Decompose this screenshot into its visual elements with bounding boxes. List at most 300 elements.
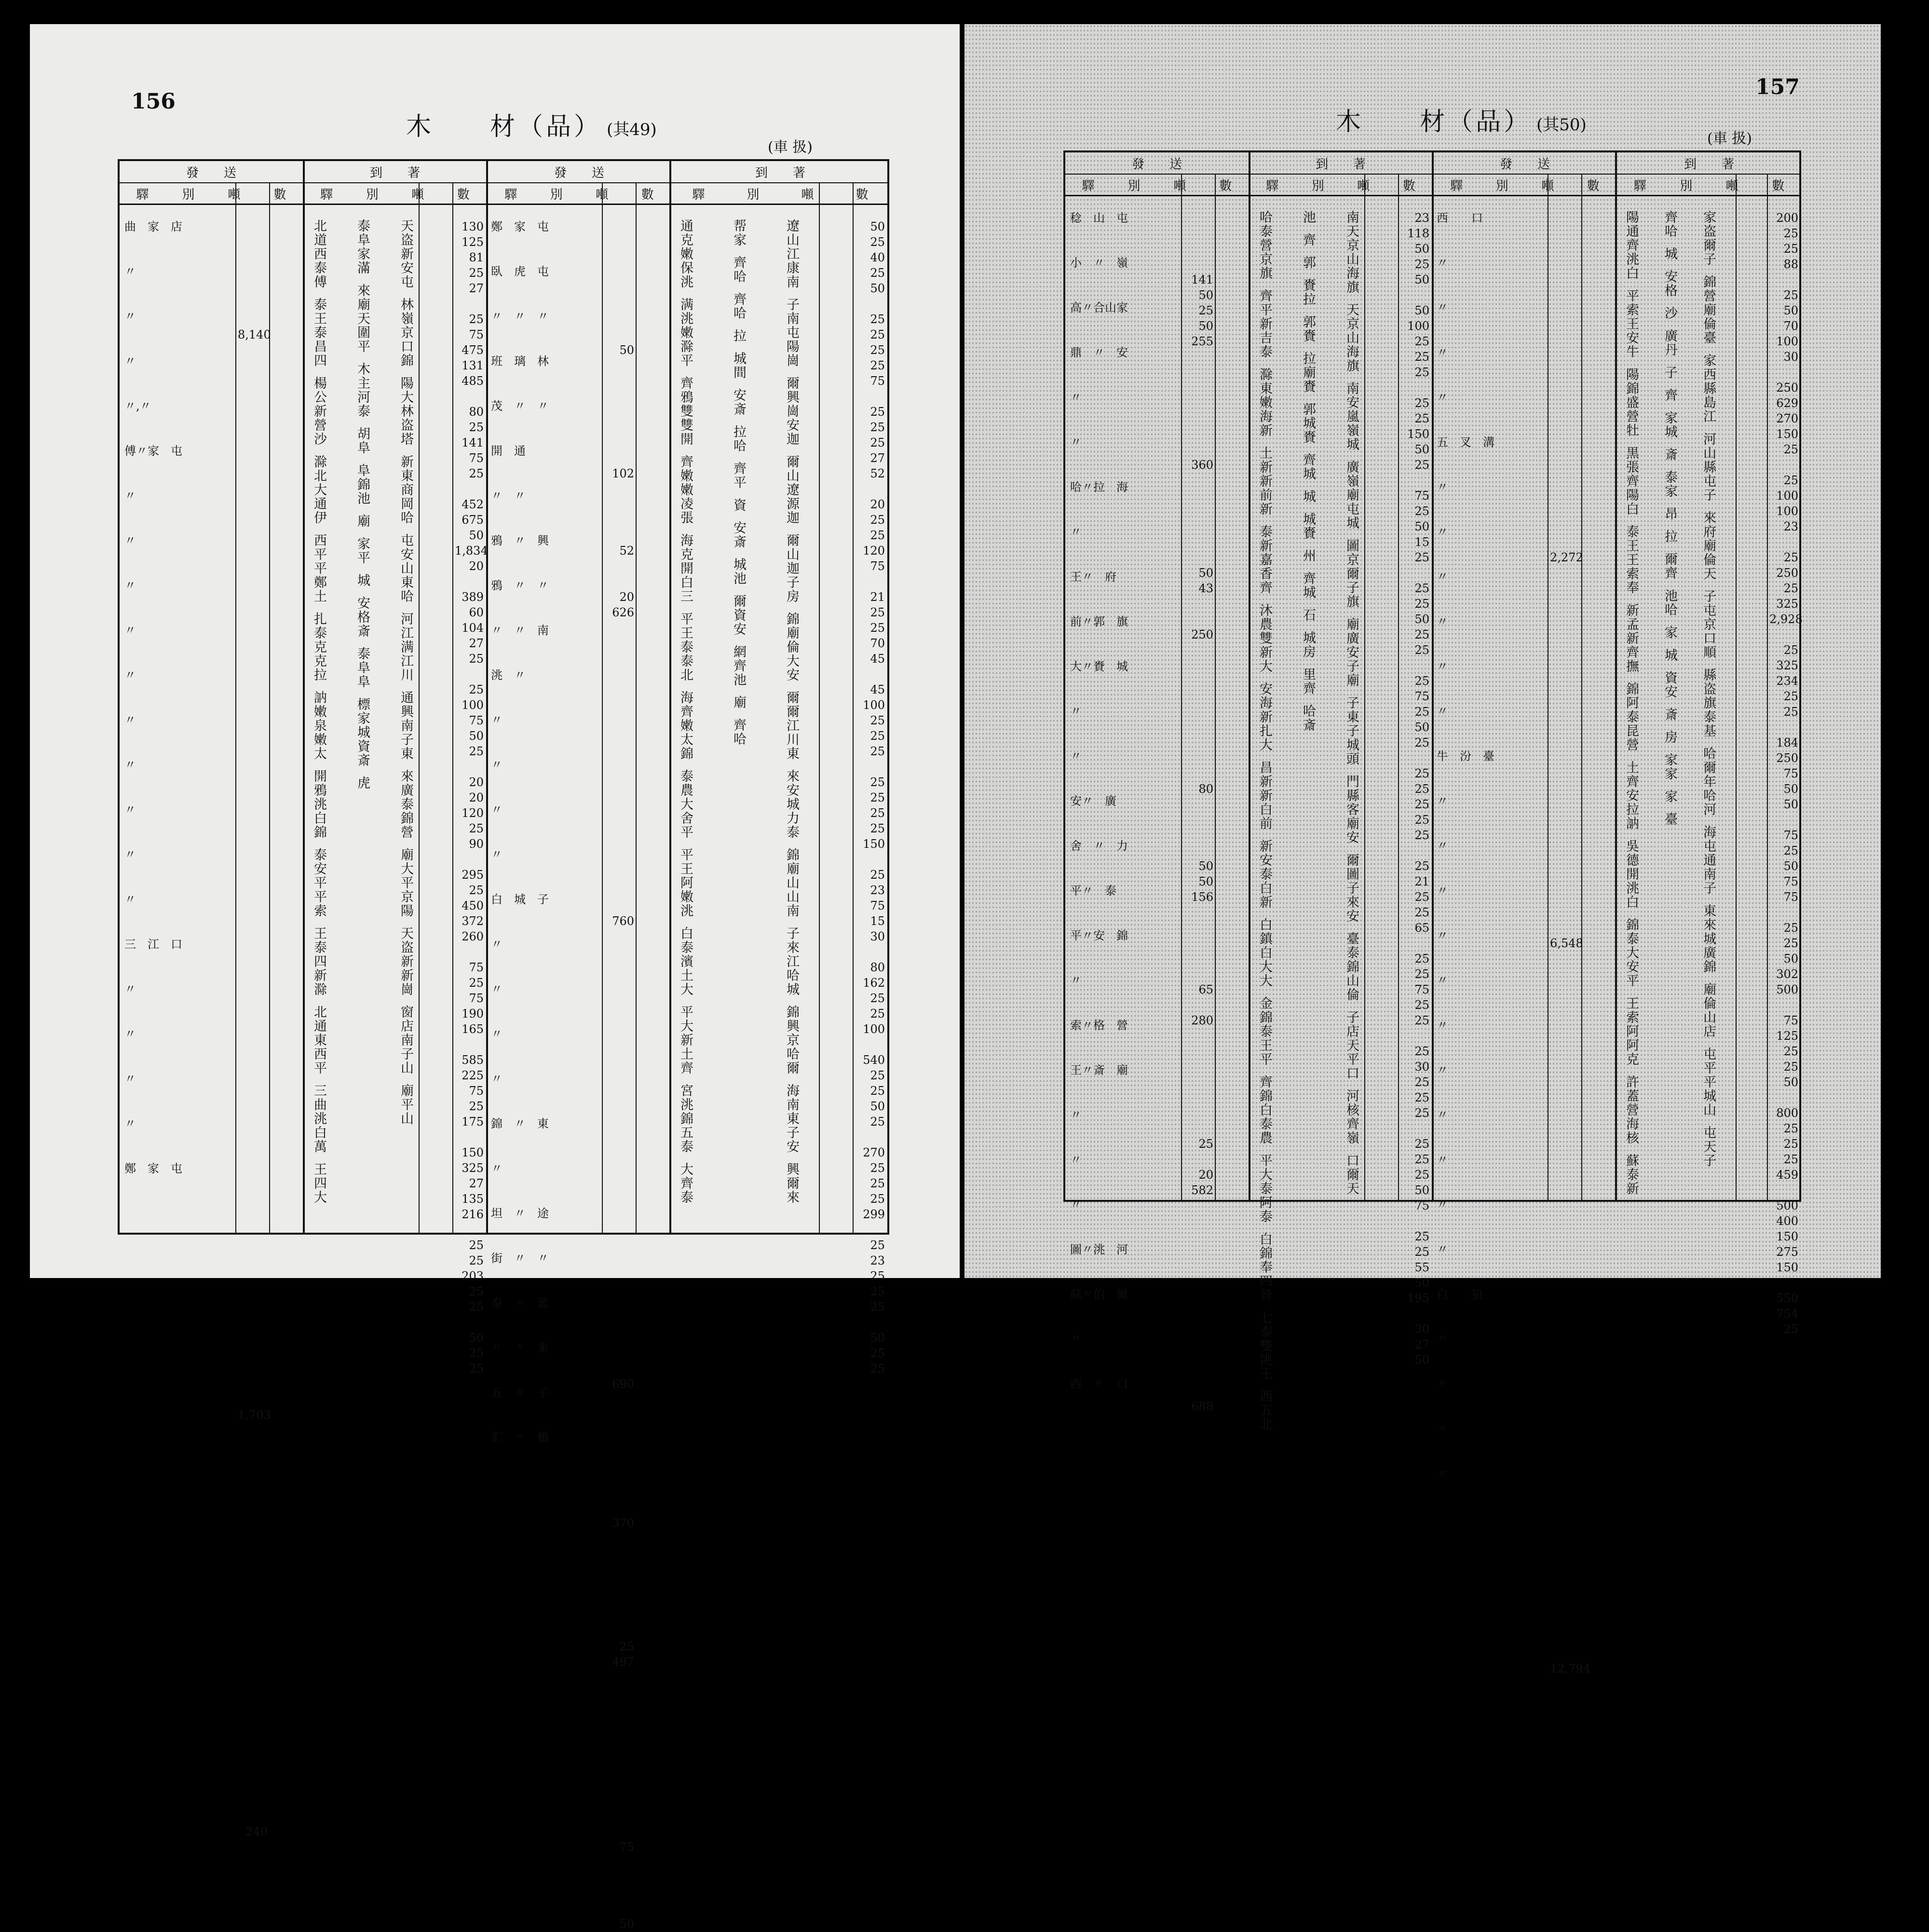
header-arrive: 到 著 — [1315, 157, 1366, 172]
origin-station: 〃 — [1437, 1108, 1448, 1122]
destination-entry: 錦阿泰昆營 — [1624, 682, 1639, 752]
origin-station: 〃 — [1437, 480, 1448, 494]
destination-column-a — [1624, 210, 1639, 1196]
destination-entry: 海屯通南子 — [1701, 825, 1716, 895]
header-send: 發 送 — [1131, 157, 1182, 172]
destination-entry: 齊鴉雙雙開 — [678, 376, 693, 446]
destination-entry: 泰阜家滿 — [355, 219, 370, 275]
origin-station: 〃 — [1437, 301, 1448, 314]
origin-station: 錦 〃 東 — [491, 1117, 549, 1130]
origin-station: 〃 〃 〃 — [491, 310, 549, 323]
destination-entry: 哈泰營京旗 — [1257, 210, 1272, 280]
destination-entry: 西五北 — [1257, 1389, 1272, 1431]
origin-station: 〃 — [1070, 1198, 1082, 1211]
destination-entry: 齊哈 — [1662, 210, 1677, 238]
destination-entry: 蘇泰新 — [1624, 1154, 1639, 1196]
destination-entry: 陽大林盗塔 — [398, 376, 413, 446]
destination-entry: 拉 — [731, 329, 746, 343]
origin-station: 泰 〃 蓝 — [491, 1296, 549, 1310]
header-tons: 噸 — [1725, 178, 1739, 193]
origin-station: 〃 — [1070, 1333, 1082, 1346]
subheader-group — [1250, 175, 1432, 195]
destination-entry: 城 — [1662, 247, 1677, 261]
column-rule — [1736, 175, 1737, 1200]
origin-station: 〃 — [124, 668, 136, 682]
origin-station-list — [124, 219, 233, 1206]
header-tons: 噸 — [228, 187, 241, 202]
origin-station: 汇 〃 橋 — [491, 1431, 549, 1444]
origin-station: 〃 — [1070, 974, 1082, 987]
destination-entry: 胡阜 — [355, 427, 370, 455]
destination-entry: 齊錦白泰農 — [1257, 1075, 1272, 1145]
origin-station: 〃 — [124, 354, 136, 368]
origin-station: 〃 — [1070, 435, 1082, 449]
destination-entry: 白鎮白大大 — [1257, 918, 1272, 988]
destination-entry: 大齊泰 — [678, 1162, 693, 1204]
header-type: 別 — [1495, 178, 1508, 193]
column-rule — [1398, 175, 1399, 1200]
destination-entry: 齊哈 — [731, 718, 746, 746]
destination-entry: 斎 — [1662, 707, 1677, 721]
destination-entry: 城房 — [1301, 631, 1316, 659]
origin-station: 〃 — [1437, 1467, 1448, 1481]
destination-entry: 齊城 — [1301, 571, 1316, 599]
destination-entry: 網齊池 — [731, 645, 746, 687]
origin-station: 鄭 家 屯 — [124, 1162, 182, 1175]
origin-station: 〃 — [491, 848, 503, 861]
origin-station: 索〃格 營 — [1070, 1019, 1128, 1032]
origin-station: 〃 — [1437, 256, 1448, 270]
title-text: 木 材（品） — [1336, 108, 1532, 136]
destination-entry: 錦廟倫大安 — [784, 612, 799, 682]
destination-entry: 郭 — [1301, 256, 1316, 270]
destination-column-c — [1344, 210, 1359, 1196]
destination-entry: 廣嶺廟屯城 — [1344, 460, 1359, 530]
origin-station: 安〃 廣 — [1070, 794, 1116, 808]
destination-entry: 哈爾年哈河 — [1701, 747, 1716, 816]
column-rule — [853, 183, 854, 1233]
column-rule — [1581, 175, 1582, 1200]
origin-station: 西 口 — [1437, 211, 1483, 225]
destination-entry: 東來城廣錦 — [1701, 904, 1716, 974]
destination-entry: 家平 — [355, 537, 370, 565]
header-arrive: 到 著 — [1684, 157, 1734, 172]
destination-entry: 楊公新營沙 — [312, 376, 326, 446]
destination-entry: 扎泰克克拉 — [312, 612, 326, 682]
destination-entry: 齊平 — [731, 462, 746, 490]
destination-entry: 屯安山東哈 — [398, 533, 413, 603]
origin-station: 白 城 子 — [491, 893, 549, 906]
destination-entry: 子南屯陽崗 — [784, 298, 799, 367]
destination-entry: 來廣泰錦營 — [398, 769, 413, 839]
destination-entry: 安斎 — [731, 521, 746, 549]
origin-station: 〃 — [1437, 391, 1448, 404]
destination-column-c — [785, 219, 798, 1212]
destination-entry: 城間 — [731, 352, 746, 380]
subheader-group — [671, 183, 889, 204]
destination-entry: 海克開白三 — [678, 533, 693, 603]
origin-station: 〃 — [124, 803, 136, 816]
destination-entry: 許蓋營海核 — [1624, 1075, 1639, 1145]
destination-entry: 資 — [731, 498, 746, 512]
freight-table — [118, 159, 889, 1931]
destination-entry: 房 — [1662, 730, 1677, 744]
origin-station: 〃 — [491, 713, 503, 727]
destination-entry: 齊平新吉泰 — [1257, 289, 1272, 359]
destination-entry: 爾齊 — [1662, 552, 1677, 580]
origin-station: 〃 〃 南 — [491, 624, 549, 637]
header-tons: 噸 — [1357, 178, 1370, 193]
destination-entry: 郭城賚 — [1301, 402, 1316, 444]
destination-entry: 圖京爾子旗 — [1344, 539, 1359, 609]
destination-entry: 城池 — [731, 558, 746, 585]
origin-station: 〃 — [1437, 660, 1448, 673]
table-subheader-row — [120, 183, 887, 205]
destination-entry: 錦廟山山南 — [784, 848, 799, 918]
column-rule — [1615, 152, 1617, 1200]
destination-entry: 河核齊嶺 — [1344, 1089, 1359, 1145]
destination-column-a — [312, 219, 326, 1212]
destination-tons-column: 200 25 25 88 25 50 70 100 30 250 629 270 150 25 25 100 100 23 25 250 25 325 2,928 25 325 234 25 25 184 250 75 50 50 75 25 50 75 75 25 25 50 302 500 75 125 25 25 50 800 25 25 25 459 500 400 150 275 150 550 754 25 — [1769, 211, 1803, 1336]
page-number: 157 — [1755, 75, 1800, 99]
origin-station: 〃 — [124, 713, 136, 727]
column-rule — [486, 161, 488, 1233]
destination-entry: 沐農雙新大 — [1257, 603, 1272, 673]
destination-entry: 安斎 — [731, 388, 746, 416]
origin-station: 平〃 泰 — [1070, 884, 1116, 898]
origin-station-list — [491, 219, 599, 1475]
destination-entry: 陽錦盛營牡 — [1624, 367, 1639, 437]
origin-station: 臥 虎 屯 — [491, 265, 549, 278]
destination-entry: 家家 — [1662, 753, 1677, 781]
destination-entry: 泰阜阜 — [355, 647, 370, 689]
destination-entry: 爾圖子來安 — [1344, 853, 1359, 923]
destination-entry: 虎 — [355, 776, 370, 790]
destination-entry: 昌新新白前 — [1257, 761, 1272, 830]
destination-entry: 白錦奉四營 — [1257, 1232, 1272, 1302]
column-rule — [1215, 175, 1216, 1200]
header-tons: 噸 — [801, 187, 814, 202]
destination-entry: 來廟天圍平 — [355, 284, 370, 354]
origin-station: 〃 — [1437, 884, 1448, 898]
destination-entry: 天盗新新崗 — [398, 926, 413, 996]
destination-entry: 王泰四新滁 — [312, 926, 326, 996]
origin-station: 〃 — [1070, 705, 1082, 718]
origin-station: 〃 — [124, 1117, 136, 1130]
origin-station: 〃 — [1070, 391, 1082, 404]
destination-entry: 天盗新安屯 — [398, 219, 413, 289]
title-text: 木 材（品） — [406, 112, 602, 141]
column-rule — [1767, 175, 1768, 1200]
origin-station: 〃 — [1070, 525, 1082, 539]
destination-entry: 口爾天 — [1344, 1154, 1359, 1196]
header-type: 別 — [1311, 178, 1324, 193]
origin-station: 牛 汾 臺 — [1437, 749, 1494, 763]
origin-station: 〃 — [1437, 1422, 1448, 1436]
destination-entry: 廟倫山店 — [1701, 982, 1716, 1038]
origin-tons-column: 8,140 1,703 240 — [238, 328, 271, 1838]
origin-station: 蘇〃伯 爾 — [1070, 1288, 1128, 1301]
origin-station-list — [1437, 210, 1545, 1511]
origin-station: 班 璃 林 — [491, 354, 549, 368]
destination-entry: 齊 — [1301, 233, 1316, 247]
destination-entry: 城賚 — [1301, 512, 1316, 540]
destination-entry: 子 — [1662, 366, 1677, 380]
destination-entry: 臺泰錦山倫 — [1344, 932, 1359, 1002]
destination-entry: 木主河泰 — [355, 362, 370, 418]
header-type: 別 — [366, 187, 379, 202]
destination-entry: 家 — [1662, 626, 1677, 639]
origin-station: 〃 — [124, 1027, 136, 1041]
destination-entry: 西平平鄭土 — [312, 533, 326, 603]
destination-entry: 平索王安牛 — [1624, 289, 1639, 359]
origin-station-list — [1070, 210, 1179, 1421]
title-part-number: (其49) — [607, 120, 657, 139]
destination-entry: 河山縣屯子 — [1701, 432, 1716, 502]
destination-entry: 郭賚 — [1301, 315, 1316, 343]
header-type: 別 — [182, 187, 195, 202]
header-tons: 噸 — [1541, 178, 1554, 193]
destination-column-c — [1702, 210, 1715, 1180]
destination-entry: 來府廟倫天 — [1701, 511, 1716, 581]
header-station: 驛 — [1633, 178, 1646, 193]
header-count: 數 — [1587, 178, 1600, 193]
origin-station: 大〃賚 城 — [1070, 660, 1128, 673]
destination-entry: 開鴉洮白錦 — [312, 769, 326, 839]
header-station: 驛 — [136, 187, 149, 202]
origin-station: 街 〃 〃 — [491, 1252, 549, 1265]
origin-station: 〃 — [1070, 1108, 1082, 1122]
origin-station: 〃 — [1437, 1153, 1448, 1167]
origin-station: 〃 — [124, 265, 136, 278]
column-rule — [819, 183, 820, 1233]
destination-entry: 林嶺京口錦 — [398, 298, 413, 367]
column-rule — [235, 183, 236, 1233]
destination-entry: 新安泰白新 — [1257, 839, 1272, 909]
origin-station: 〃 — [1437, 1243, 1448, 1256]
destination-entry: 沙 — [1662, 306, 1677, 320]
destination-entry: 城 — [1662, 648, 1677, 662]
destination-entry: 屯平平城山 — [1701, 1047, 1716, 1117]
origin-tons-column: 50 102 52 20 626 760 690 370 25 497 75 50 — [612, 343, 634, 1931]
origin-station: 〃 — [1437, 615, 1448, 628]
origin-station: 稔 山 屯 — [1070, 211, 1128, 225]
header-count: 數 — [856, 187, 869, 202]
destination-column-b — [732, 219, 745, 1212]
destination-entry: 臺 — [1662, 812, 1677, 826]
destination-entry: 平大新土齊 — [678, 1005, 693, 1075]
origin-station: 〃 — [124, 579, 136, 592]
destination-entry: 門縣客廟安 — [1344, 775, 1359, 844]
origin-station: 〃 — [491, 1072, 503, 1086]
left-page — [30, 24, 960, 1931]
origin-station: 〃 〃 來 — [491, 1341, 549, 1355]
destination-column-b — [1302, 210, 1315, 1180]
destination-entry: 滁東嫩海新 — [1257, 367, 1272, 437]
origin-station: 前〃郭 旗 — [1070, 615, 1128, 628]
destination-entry: 窗店南子山 — [398, 1005, 413, 1075]
origin-station: 〃 — [491, 758, 503, 772]
destination-entry: 子來江哈城 — [784, 926, 799, 996]
destination-entry: 王索阿阿克 — [1624, 996, 1639, 1066]
destination-entry: 池 — [1301, 210, 1316, 224]
title-part-number: (其50) — [1536, 115, 1587, 135]
header-arrive: 到 著 — [369, 165, 420, 180]
origin-station: 〃 — [1437, 525, 1448, 539]
destination-entry: 安格 — [1662, 270, 1677, 298]
origin-station: 〃 — [491, 1162, 503, 1175]
destination-entry: 縣盗旗泰基 — [1701, 668, 1716, 738]
origin-station: 西 〃 口 — [1070, 1377, 1128, 1391]
column-rule — [636, 183, 637, 1233]
destination-entry: 昂 — [1662, 507, 1677, 521]
subheader-group — [1434, 175, 1616, 195]
origin-station: 三 江 口 — [124, 938, 182, 951]
column-rule — [419, 183, 420, 1233]
header-station: 驛 — [504, 187, 517, 202]
destination-entry: 平王阿嫩洮 — [678, 848, 693, 918]
origin-station: 〃 — [491, 982, 503, 996]
origin-station: 〃 — [1437, 570, 1448, 584]
column-rule — [1364, 175, 1365, 1200]
destination-entry: 平王泰泰北 — [678, 612, 693, 682]
table-header-row — [120, 161, 887, 183]
header-type: 別 — [1680, 178, 1693, 193]
origin-station: 〃 — [1437, 1063, 1448, 1077]
header-station: 驛 — [1082, 178, 1095, 193]
origin-station: 〃 — [124, 848, 136, 861]
destination-entry: 爾山迦子房 — [784, 533, 799, 603]
origin-station: 〃 — [124, 893, 136, 906]
header-station: 驛 — [692, 187, 705, 202]
destination-entry: 吳德開洮白 — [1624, 839, 1639, 909]
destination-entry: 土新新前新 — [1257, 446, 1272, 516]
header-count: 數 — [273, 187, 286, 202]
destination-entry: 池哈 — [1662, 589, 1677, 617]
destination-column-a — [1257, 210, 1272, 1431]
destination-entry: 泰新嘉香齊 — [1257, 525, 1272, 595]
destination-entry: 天京山海旗 — [1344, 303, 1359, 373]
origin-tons-column: 2,272 6,548 12,794 — [1550, 551, 1590, 1675]
column-rule — [1548, 175, 1549, 1200]
destination-entry: 家城 — [1662, 411, 1677, 439]
subheader-group — [120, 183, 303, 204]
destination-column-a — [679, 219, 692, 1212]
origin-station: 〃 — [1437, 974, 1448, 987]
origin-station: 茂 〃 〃 — [491, 399, 549, 413]
destination-entry: 滁北大通伊 — [312, 455, 326, 525]
origin-station: 〃 — [124, 624, 136, 637]
subheader-group — [304, 183, 486, 204]
header-tons: 噸 — [596, 187, 609, 202]
destination-entry: 通克嫩保洮 — [678, 219, 693, 289]
destination-entry: 斎 — [1662, 448, 1677, 462]
destination-column-b — [356, 219, 369, 1212]
page-number: 156 — [131, 89, 176, 114]
header-station: 驛 — [320, 187, 333, 202]
destination-column-b — [1663, 210, 1676, 1180]
header-arrive: 到 著 — [755, 165, 805, 180]
origin-station: 〃 — [1437, 705, 1448, 718]
destination-entry: 泰家 — [1662, 470, 1677, 498]
destination-entry: 標家城資斎 — [355, 697, 370, 767]
destination-entry: 河江满江川 — [398, 612, 413, 682]
column-rule — [1249, 152, 1250, 1200]
origin-station: 白 狼 — [1437, 1288, 1483, 1301]
destination-entry: 子屯京口順 — [1701, 589, 1716, 659]
destination-entry: 爾爾江川東 — [784, 691, 799, 761]
destination-entry: 土齊安拉訥 — [1624, 761, 1639, 830]
destination-entry: 安格斎 — [355, 596, 370, 638]
header-count: 數 — [1219, 178, 1232, 193]
destination-entry: 新孟新齊撫 — [1624, 603, 1639, 673]
destination-entry: 满洮嫩滁平 — [678, 298, 693, 367]
destination-entry: 海南東子安 — [784, 1084, 799, 1154]
origin-station: 坦 〃 途 — [491, 1207, 549, 1220]
column-rule — [669, 161, 671, 1233]
origin-station: 〃 — [1437, 346, 1448, 359]
origin-station: 〃 — [491, 1027, 503, 1041]
header-tons: 噸 — [411, 187, 424, 202]
destination-entry: 興爾來 — [784, 1162, 799, 1204]
origin-station: 五 叉 溝 — [1437, 435, 1494, 449]
destination-entry: 白泰濱土大 — [678, 926, 693, 996]
header-tons: 噸 — [1173, 178, 1186, 193]
destination-column-c — [399, 219, 412, 1212]
destination-entry: 拉哈 — [731, 425, 746, 453]
destination-entry: 子店天平口 — [1344, 1010, 1359, 1080]
origin-station: 王〃 府 — [1070, 570, 1116, 584]
subheader-group — [488, 183, 670, 204]
origin-station: 〃 — [491, 938, 503, 951]
header-type: 別 — [1128, 178, 1141, 193]
header-count: 數 — [641, 187, 654, 202]
destination-entry: 泰王王索奉 — [1624, 525, 1639, 595]
destination-entry: 哈斎 — [1301, 704, 1316, 732]
origin-station: 〃 — [124, 489, 136, 503]
origin-station: 鼎 〃 安 — [1070, 346, 1128, 359]
column-rule — [1432, 152, 1434, 1200]
subheader-group — [1617, 175, 1801, 195]
origin-station: 〃 — [1437, 1377, 1448, 1391]
destination-entry: 爾山遼源迦 — [784, 455, 799, 525]
origin-station: 曲 家 店 — [124, 220, 182, 233]
destination-entry: 爾資安 — [731, 594, 746, 636]
destination-entry: 廣丹 — [1662, 329, 1677, 357]
origin-station: 〃 — [1437, 1333, 1448, 1346]
destination-entry: 平大泰阿泰 — [1257, 1154, 1272, 1224]
origin-station: 〃 — [1437, 794, 1448, 808]
destination-entry: 拉 — [1662, 530, 1677, 544]
destination-entry: 七泰雙洮王 — [1257, 1311, 1272, 1381]
origin-station: 開 通 — [491, 444, 526, 458]
origin-station: 〃 — [124, 758, 136, 772]
destination-entry: 子東子城頭 — [1344, 696, 1359, 766]
destination-entry: 石 — [1301, 608, 1316, 622]
origin-station: 平〃安 錦 — [1070, 929, 1128, 942]
destination-entry: 齊哈 — [731, 256, 746, 284]
destination-entry: 遼山江康南 — [784, 219, 799, 289]
origin-station: 王〃斎 廟 — [1070, 1063, 1128, 1077]
origin-station: 〃 — [1437, 839, 1448, 853]
header-type: 別 — [550, 187, 563, 202]
origin-tons-column: 141 50 25 50 255 360 50 43 250 80 50 50 156 65 280 25 20 582 688 — [1191, 273, 1213, 1413]
destination-entry: 泰王泰昌四 — [312, 298, 326, 367]
header-send: 發 送 — [1499, 157, 1550, 172]
origin-station: 〃 — [1437, 1198, 1448, 1211]
destination-entry: 王四大 — [312, 1162, 326, 1204]
destination-entry: 齊 — [1662, 388, 1677, 402]
